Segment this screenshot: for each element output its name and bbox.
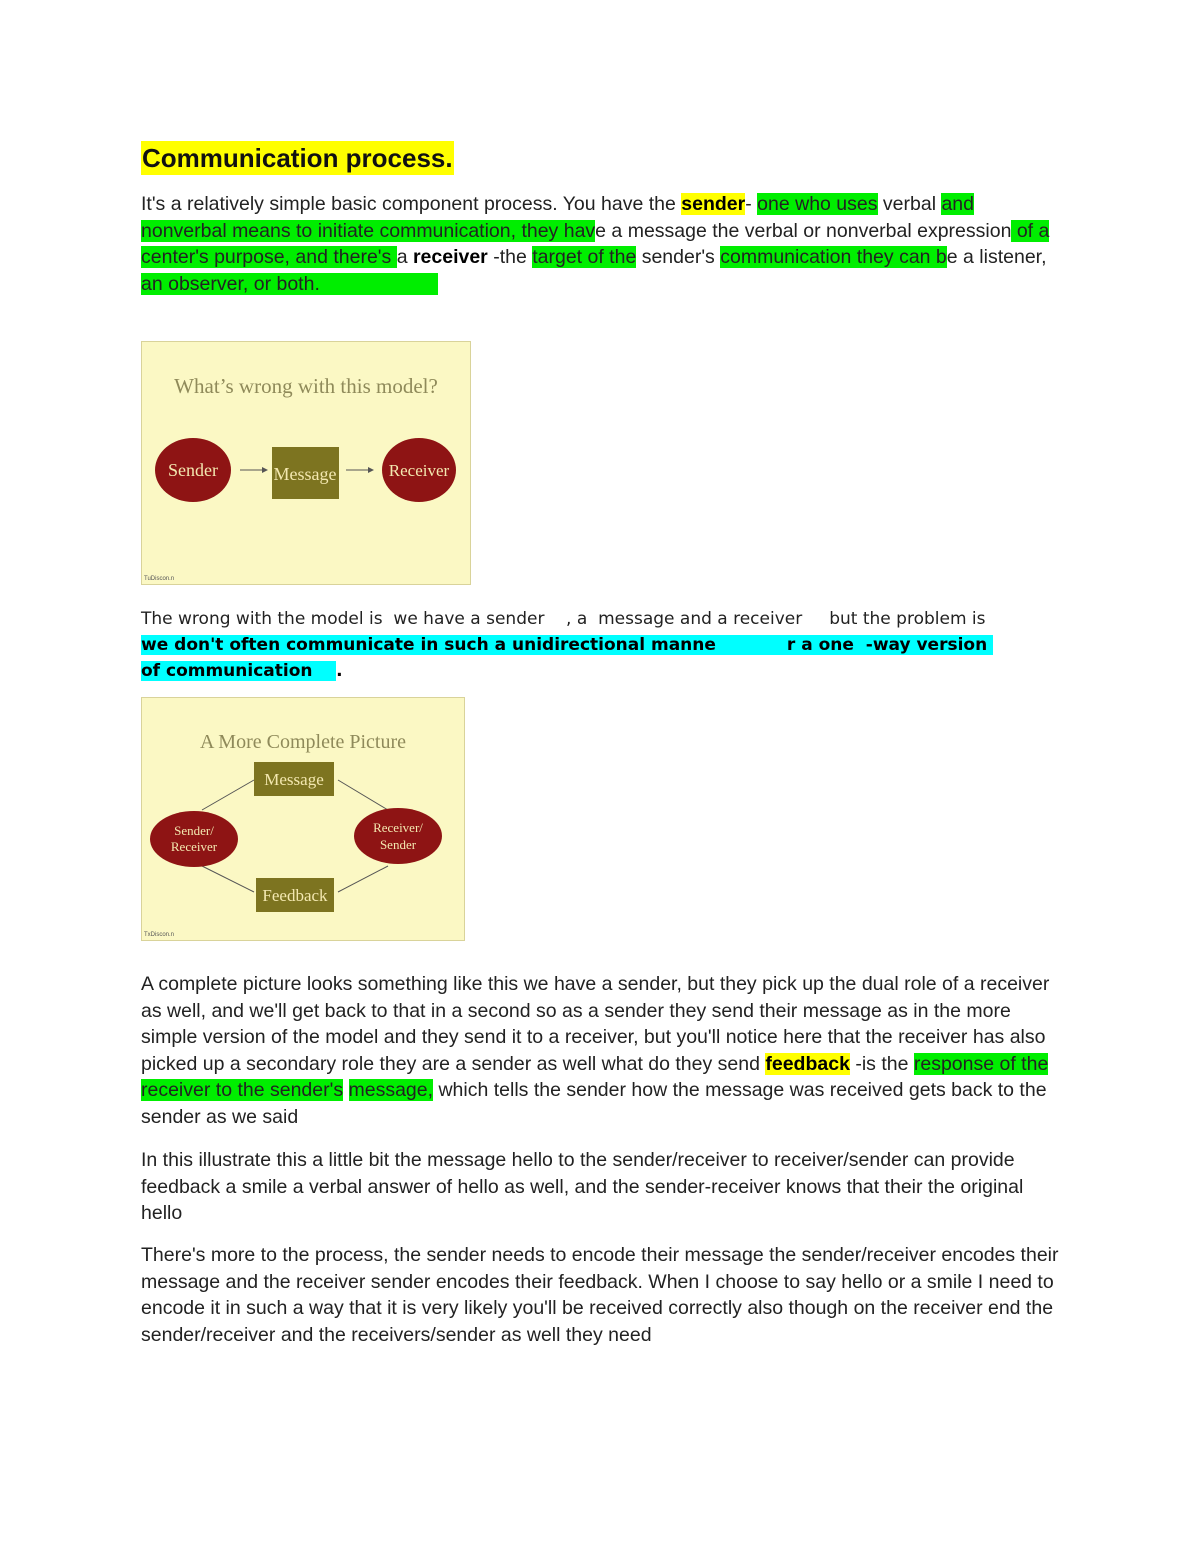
figure-title: A More Complete Picture [199, 731, 407, 753]
figure-credit: TuDiscon.n [144, 576, 175, 582]
paragraph-problem [141, 606, 1011, 684]
text-run: sender's [636, 246, 721, 268]
text-run: e a listener, [946, 246, 1047, 268]
paragraph-encoding: There's more to the process, the sender needs to encode their message the sender/receiver encodes their message and the receiver sender encodes their feedback. When I choose to say hello or a smile I need to encode it in such a way that it is very likely you'll be received correctly also though on the receiver end the sender/receiver and the receivers/sender as well they need [141, 1244, 1059, 1346]
text-run: a [396, 246, 413, 268]
arrow-head [262, 467, 268, 473]
complete-model-diagram [142, 698, 464, 940]
linear-model-diagram [142, 342, 470, 584]
connector-line [338, 780, 388, 810]
message-label: Message [264, 770, 324, 789]
text-run: - [745, 193, 758, 215]
paragraph-illustration: In this illustrate this a little bit the message hello to the sender/receiver to receiver/sender can provide feedback a smile a verbal answer of hello as well, and the sender-receiver knows that their the original hello [141, 1149, 1024, 1224]
figure-linear-model [141, 341, 471, 585]
text-run: e a message the verbal or nonverbal expression [595, 219, 1012, 242]
highlight-green: response of the receiver to the sender's [141, 1052, 1049, 1101]
text-run: The wrong with the model is we have a sender , a message and a receiver but the problem is [141, 609, 991, 629]
text-run [343, 1079, 348, 1101]
figure-title: What’s wrong with this model? [174, 374, 438, 398]
figure-credit: TxDiscon.n [144, 932, 175, 938]
connector-line [202, 780, 254, 810]
arrow-head [368, 467, 374, 473]
message-label: Message [273, 464, 337, 484]
paragraph-intro [141, 191, 1061, 297]
highlight-green: an observer, or both. [141, 273, 438, 295]
figure-complete-model [141, 697, 465, 941]
feedback-label: Feedback [262, 886, 328, 905]
highlight-green: and nonverbal means to initiate communication, they hav [141, 193, 974, 242]
text-run: verbal [877, 193, 942, 215]
connector-line [202, 866, 254, 892]
sender-receiver-label: Sender/ [174, 823, 214, 838]
highlight-green: target of the [532, 246, 637, 268]
receiver-sender-node [354, 808, 442, 864]
term-feedback: feedback [765, 1052, 850, 1075]
paragraph-complete-picture [141, 971, 1061, 1130]
text-run: -is the [849, 1052, 914, 1075]
page-title: Communication process. [142, 143, 453, 173]
receiver-label: Receiver [388, 461, 450, 480]
term-receiver: receiver [412, 246, 488, 268]
highlight-green: of a center's purpose, and there's [141, 219, 1050, 268]
receiver-sender-label: Sender [379, 837, 417, 852]
text-run: A complete picture looks something like this we have a sender, but they pick up the dual role of a receiver as well, and we'll get back to that in a second so as a sender they send their message as in the more simple version of the model and they send it to a receiver, but you'll notice here that the receiver has also picked up a secondary role they are a sender as well what do they send [141, 973, 1050, 1075]
highlight-cyan: we don't often communicate in such a unidirectional manne r a one -way version of communication [141, 635, 994, 681]
receiver-sender-label: Receiver/ [373, 820, 423, 835]
connector-line [338, 866, 388, 892]
term-sender: sender [681, 193, 746, 215]
text-run: . [336, 661, 343, 681]
sender-receiver-label: Receiver [170, 839, 218, 854]
highlight-green: communication they can b [720, 246, 947, 268]
text-run: which tells the sender how the message was received gets back to the sender as we said [141, 1079, 1047, 1128]
sender-label: Sender [168, 460, 218, 480]
highlight-green: message, [348, 1079, 434, 1101]
text-run: It's a relatively simple basic component process. You have the [141, 193, 682, 215]
highlight-green: one who uses [757, 193, 878, 215]
text-run: -the [487, 246, 533, 268]
